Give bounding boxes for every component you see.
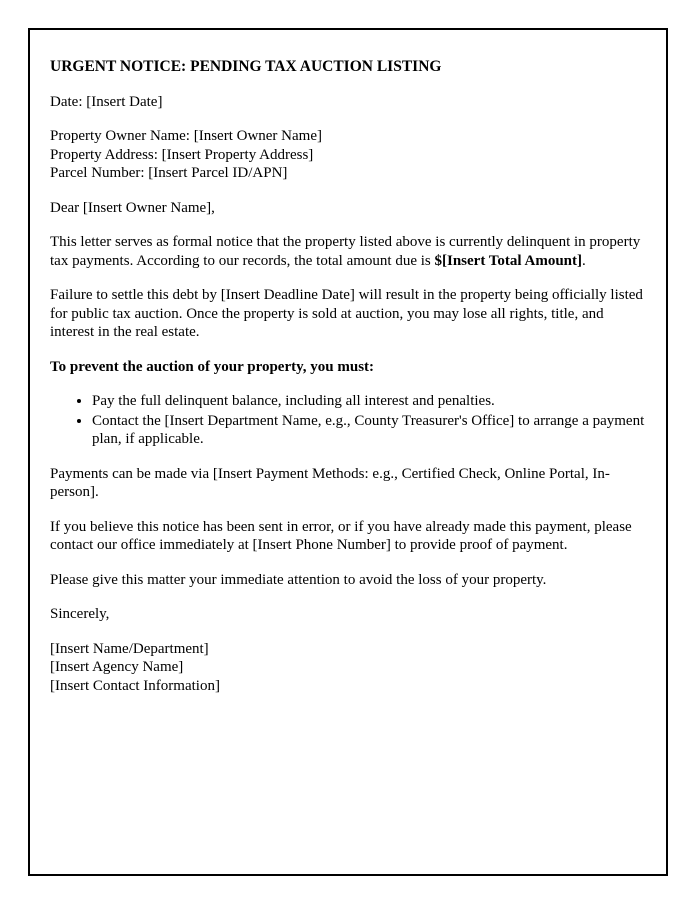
- property-info-block: [50, 127, 646, 183]
- letter-title: URGENT NOTICE: PENDING TAX AUCTION LISTING: [50, 58, 442, 75]
- paragraph-payment-methods: Payments can be made via [Insert Payment Methods: e.g., Certified Check, Online Portal, In-person].: [50, 465, 610, 500]
- paragraph-delinquent-period: .: [582, 252, 586, 269]
- paragraph-immediate-attention: Please give this matter your immediate attention to avoid the loss of your property.: [50, 571, 547, 588]
- date-line: Date: [Insert Date]: [50, 93, 163, 110]
- signature-block: [50, 640, 646, 696]
- paragraph-error-contact: If you believe this notice has been sent in error, or if you have already made this payment, please contact our office immediately at [Insert Phone Number] to provide proof of payment.: [50, 518, 632, 553]
- signature-contact-info: [Insert Contact Information]: [50, 677, 220, 694]
- salutation: Dear [Insert Owner Name],: [50, 199, 215, 216]
- action-bullet-list: [50, 392, 646, 449]
- property-address-line: Property Address: [Insert Property Address]: [50, 146, 314, 163]
- bullet-contact-department: • Contact the [Insert Department Name, e.g., County Treasurer's Office] to arrange a payment plan, if applicable.: [92, 412, 646, 449]
- bullet-pay-balance: • Pay the full delinquent balance, including all interest and penalties.: [92, 392, 646, 411]
- total-amount-placeholder: $[Insert Total Amount]: [434, 252, 583, 269]
- property-owner-line: Property Owner Name: [Insert Owner Name]: [50, 128, 322, 144]
- prevent-auction-heading: To prevent the auction of your property, you must:: [50, 358, 375, 375]
- closing: Sincerely,: [50, 606, 110, 622]
- paragraph-delinquent-notice: [50, 233, 646, 270]
- paragraph-failure-warning: Failure to settle this debt by [Insert Deadline Date] will result in the property being officially listed for public tax auction. Once the property is sold at auction, you may lose all rights, title, and interest in the real estate.: [50, 287, 643, 340]
- signature-name-department: [Insert Name/Department]: [50, 640, 209, 657]
- signature-agency-name: [Insert Agency Name]: [50, 659, 184, 675]
- letter-frame: [28, 28, 668, 876]
- paragraph-delinquent-text: This letter serves as formal notice that the property listed above is currently delinquent in property tax payments. According to our records, the total amount due is: [50, 234, 641, 269]
- parcel-number-line: Parcel Number: [Insert Parcel ID/APN]: [50, 165, 288, 181]
